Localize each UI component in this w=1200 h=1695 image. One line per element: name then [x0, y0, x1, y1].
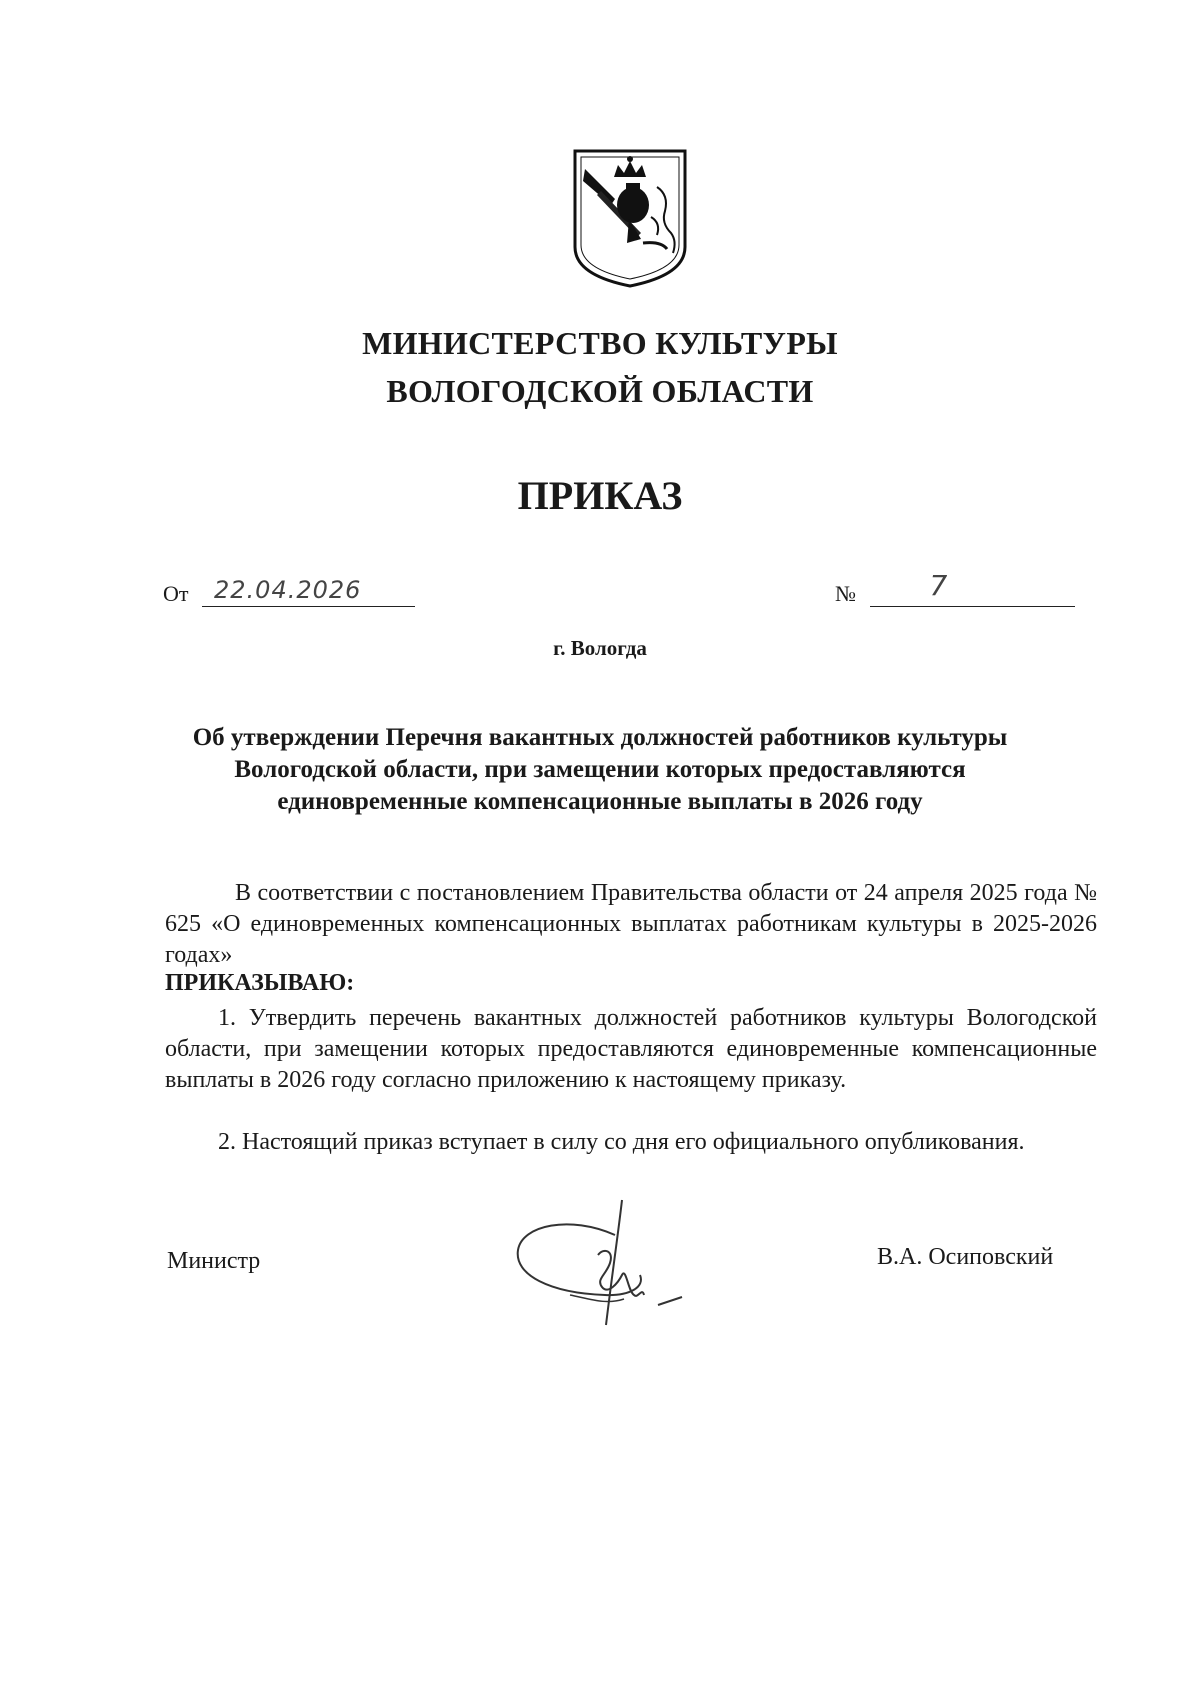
number-label: № [835, 581, 856, 606]
order-word: ПРИКАЗЫВАЮ: [165, 970, 355, 996]
document-title: Об утверждении Перечня вакантных должностей работников культуры Вологодской области, при замещении которых предоставляются единовременные компенсационные выплаты в 2026 году [192, 724, 1008, 815]
ministry-name-line1: МИНИСТЕРСТВО КУЛЬТУРЫ [362, 325, 838, 361]
order-item: 1. Утвердить перечень вакантных должностей работников культуры Вологодской области, при замещении которых предоставляются единовременные компенсационные выплаты в 2026 году согласно приложению к настоящему приказу. [165, 1005, 1097, 1093]
order-item: 2. Настоящий приказ вступает в силу со дня его официального опубликования. [218, 1129, 1025, 1155]
ministry-name-line2: ВОЛОГОДСКОЙ ОБЛАСТИ [386, 373, 814, 409]
coat-of-arms-icon [571, 147, 689, 290]
signer-name: В.А. Осиповский [877, 1244, 1054, 1270]
date-field [202, 576, 415, 607]
document-type: ПРИКАЗ [517, 473, 683, 518]
signature-icon [510, 1195, 700, 1330]
date-value: 22.04.2026 [214, 576, 362, 604]
date-label: От [163, 581, 189, 606]
number-row [835, 569, 1075, 607]
number-field [870, 569, 1075, 607]
preamble: В соответствии с постановлением Правительства области от 24 апреля 2025 года № 625 «О единовременных компенсационных выплатах работникам культуры в 2025-2026 годах» [165, 880, 1097, 968]
date-row [163, 576, 415, 607]
number-value: 7 [929, 569, 949, 602]
signer-position: Министр [167, 1248, 261, 1274]
city: г. Вологда [553, 636, 647, 660]
